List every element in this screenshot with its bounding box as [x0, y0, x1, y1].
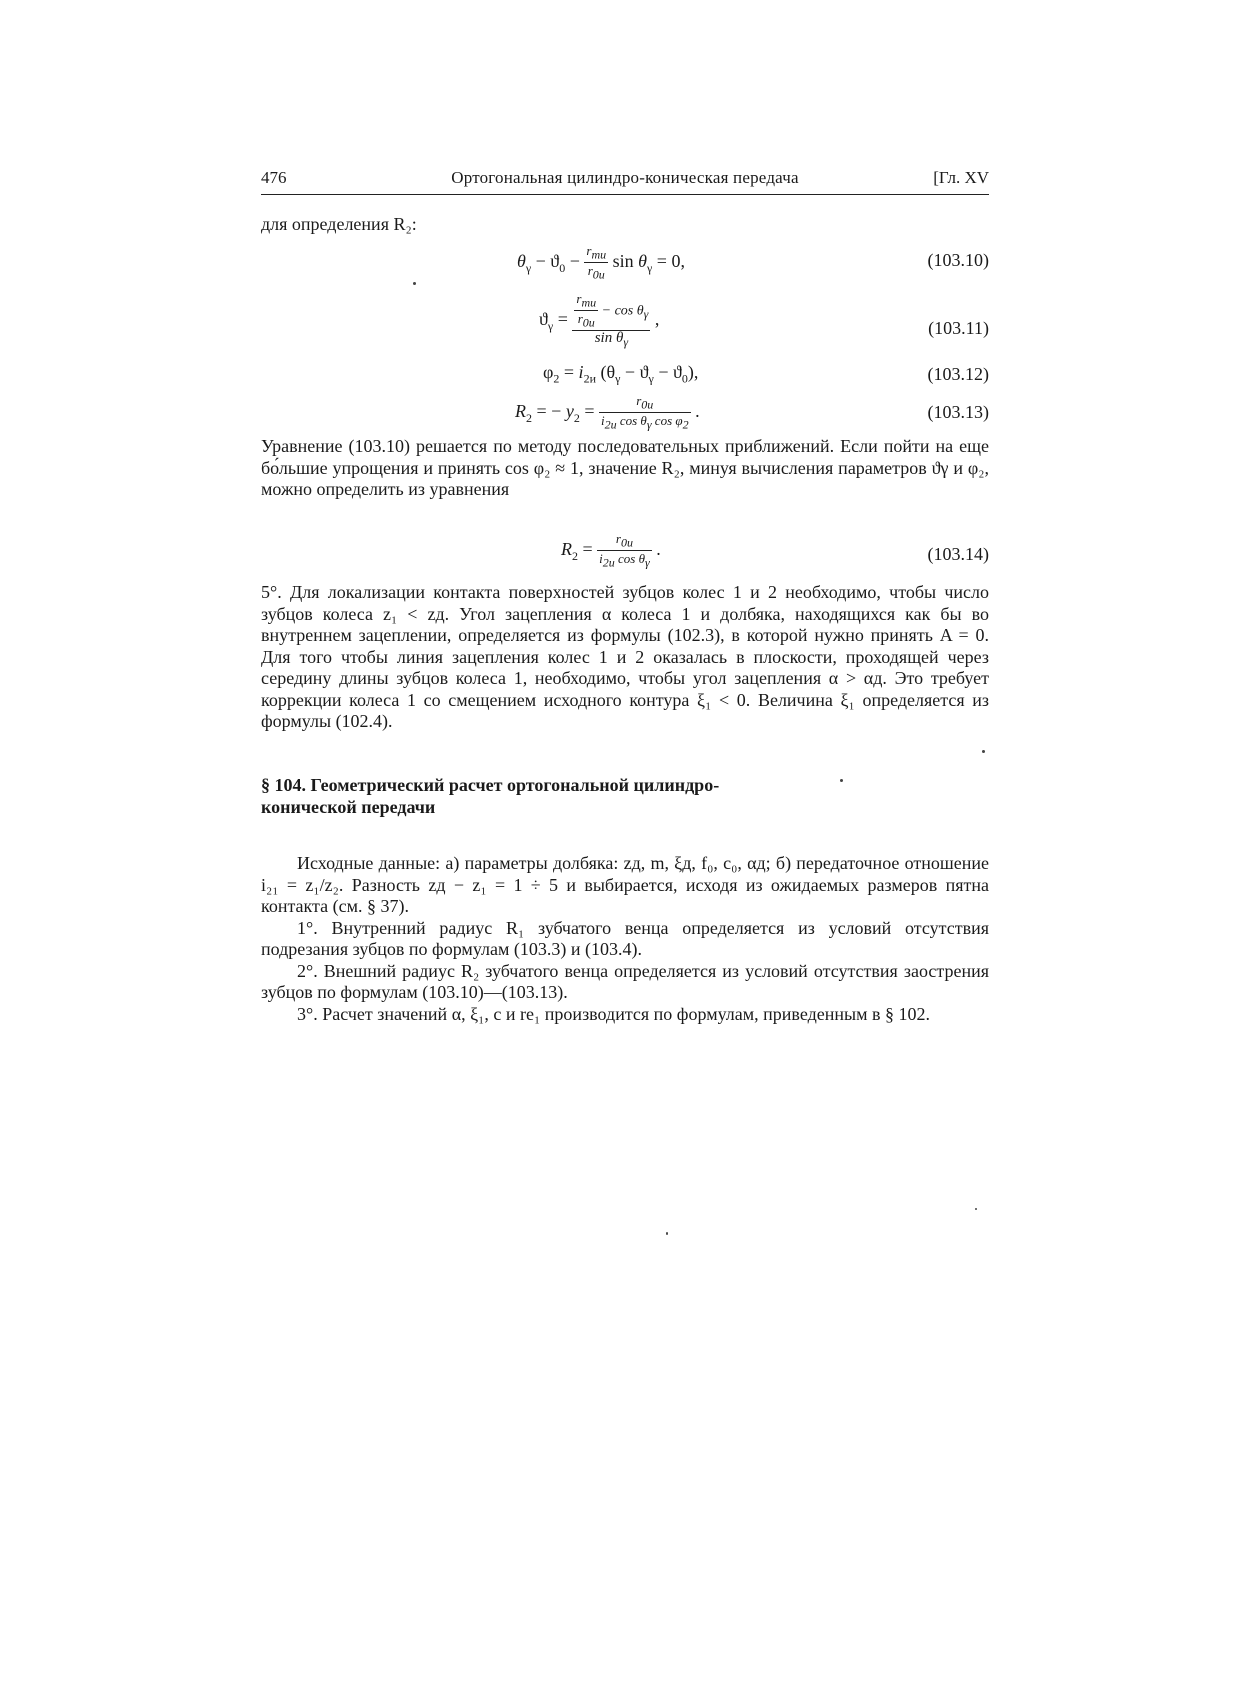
equation-number: (103.14): [927, 544, 989, 564]
equation-103-10: $\theta_\gamma - ϑ_0$ − $\frac{r_{mи}}{r_{0и}}$ $\sin \theta_\gamma = 0$,: [517, 243, 685, 282]
equation-103-13: $R_2$ = − $y_2$ = $\frac{r_{0и}}{i_{2и} \cos \theta_\gamma \cos \varphi_2}$ .: [515, 393, 700, 432]
scan-speck: [840, 779, 843, 782]
paragraph-contact-localization: 5°. Для локализации контакта поверхностей зубцов колес 1 и 2 необходимо, чтобы число зубцов колеса z₁ < zд. Угол зацепления α колеса 1 и долбяка, находящихся как бы во внутреннем зацеплении, определяется из формулы (102.3), в которой нужно принять A = 0. Для того чтобы линия зацепления колес 1 и 2 оказалась в плоскости, проходящей через середину длины зубцов колеса 1, необходимо, чтобы угол зацепления α > αд. Это требует коррекции колеса 1 со смещением исходного контура ξ₁ < 0. Величина ξ₁ определяется из формулы (102.4).: [261, 582, 989, 731]
scan-speck: [413, 282, 416, 285]
scan-speck: [975, 1208, 977, 1210]
paragraph-outer-radius: 2°. Внешний радиус R₂ зубчатого венца определяется из условий отсутствия заострения зубцов по формулам (103.10)—(103.13).: [261, 960, 989, 1002]
scan-speck: [666, 1232, 668, 1235]
equation-number: (103.11): [928, 318, 989, 338]
section-104-body: [261, 853, 989, 1025]
running-head: [261, 166, 989, 192]
header-rule: [261, 194, 989, 195]
equation-103-14: $R_2$ = $\frac{r_{0и}}{i_{2и} \cos \theta_\gamma}$ .: [561, 531, 661, 570]
scan-speck: [982, 750, 985, 753]
running-title: Ортогональная цилиндро-коническая передача: [451, 168, 799, 187]
equation-103-12: $\varphi_2 = i_{2и}$ $(\theta_\gamma - ϑ_\gamma - ϑ_0)$,: [543, 362, 699, 386]
paragraph-solution-method: Уравнение (103.10) решается по методу последовательных приближений. Если пойти на еще бо́льшие упрощения и принять cos φ₂ ≈ 1, значение R₂, минуя вычисления параметров ϑγ и φ₂, можно определить из уравнения: [261, 436, 989, 499]
chapter-label: [Гл. XV: [933, 168, 989, 187]
section-heading: § 104. Геометрический расчет ортогональной цилиндро-конической передачи: [261, 775, 720, 817]
lead-in-text: для определения R₂:: [261, 214, 417, 234]
equation-number: (103.12): [927, 364, 989, 384]
equation-103-11: $ϑ_\gamma$ = $\frac{r_{mи}}{r_{0и}}$ − $\cos \theta_\gamma$ $\sin \theta_\gamma$ ,: [539, 291, 660, 350]
paragraph-input-data: Исходные данные: а) параметры долбяка: zд, m, ξд, f₀, c₀, αд; б) передаточное отношение i₂₁ = z₁/z₂. Разность zд − z₁ = 1 ÷ 5 и выбирается, исходя из ожидаемых размеров пятна контакта (см. § 37).: [261, 853, 989, 916]
paragraph-inner-radius: 1°. Внутренний радиус R₁ зубчатого венца определяется из условий отсутствия подрезания зубцов по формулам (103.3) и (103.4).: [261, 917, 989, 959]
equation-number: (103.10): [927, 250, 989, 270]
paragraph-calculation: 3°. Расчет значений α, ξ₁, c и re₁ производится по формулам, приведенным в § 102.: [297, 1003, 930, 1024]
page-number: 476: [261, 168, 287, 187]
equation-number: (103.13): [927, 402, 989, 422]
